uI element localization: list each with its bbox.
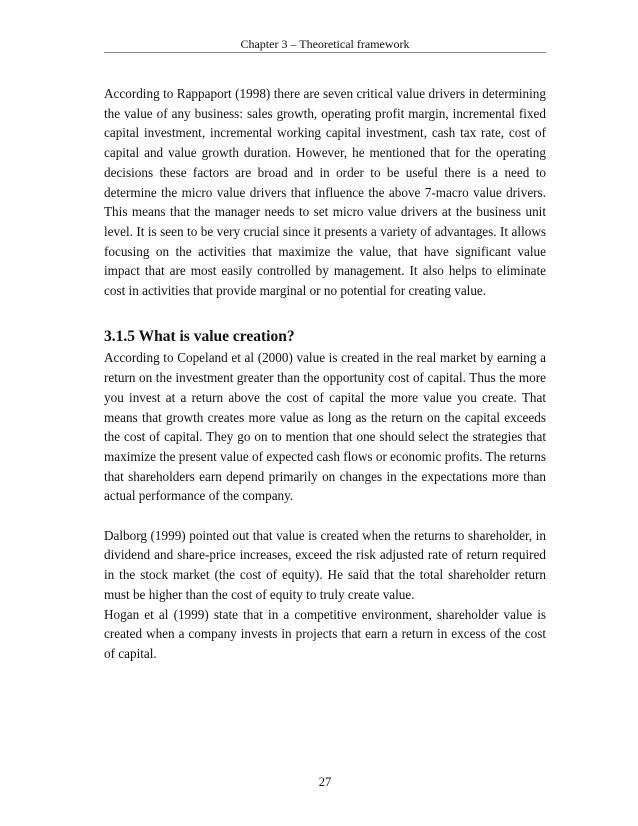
section-heading: 3.1.5 What is value creation? [104,328,295,346]
paragraph-spacer [104,506,546,526]
paragraph-copeland: According to Copeland et al (2000) value is created in the real market by earning a return on the investment greater than the opportunity cost of capital. Thus the more you invest at a return above the cost of capital the more value you create. That means that growth creates more value as long as the return on the capital exceeds the cost of capital. They go on to mention that one should select the strategies that maximize the present value of expected cash flows or economic profits. The returns that shareholders earn depend primarily on changes in the expectations more than actual performance of the company. [104,350,546,504]
paragraph-dalborg: Dalborg (1999) pointed out that value is created when the returns to shareholder, in dividend and share-price increases, exceed the risk adjusted rate of return required in the stock market (the cost of equity). He said that the total shareholder return must be higher than the cost of equity to truly create value. [104,527,546,602]
page-body [104,84,546,664]
paragraph-hogan: Hogan et al (1999) state that in a competitive environment, shareholder value is created when a company invests in projects that earn a return in excess of the cost of capital. [104,606,546,661]
paragraph-rappaport: According to Rappaport (1998) there are seven critical value drivers in determining the value of any business: sales growth, operating profit margin, incremental fixed capital investment, incremental working capital investment, cash tax rate, cost of capital and value growth duration. However, he mentioned that for the operating decisions these factors are broad and in order to be useful there is a need to determine the micro value drivers that influence the above 7-macro value drivers. This means that the manager needs to set micro value drivers at the business unit level. It is seen to be very crucial since it presents a variety of advantages. It allows focusing on the activities that maximize the value, that have significant value impact that are most easily controlled by management. It also helps to eliminate cost in activities that provide marginal or no potential for creating value. [104,86,546,299]
page-number: 27 [318,775,332,789]
paragraph-spacer [104,301,546,321]
header-divider [104,52,546,53]
running-header: Chapter 3 – Theoretical framework [240,37,410,51]
